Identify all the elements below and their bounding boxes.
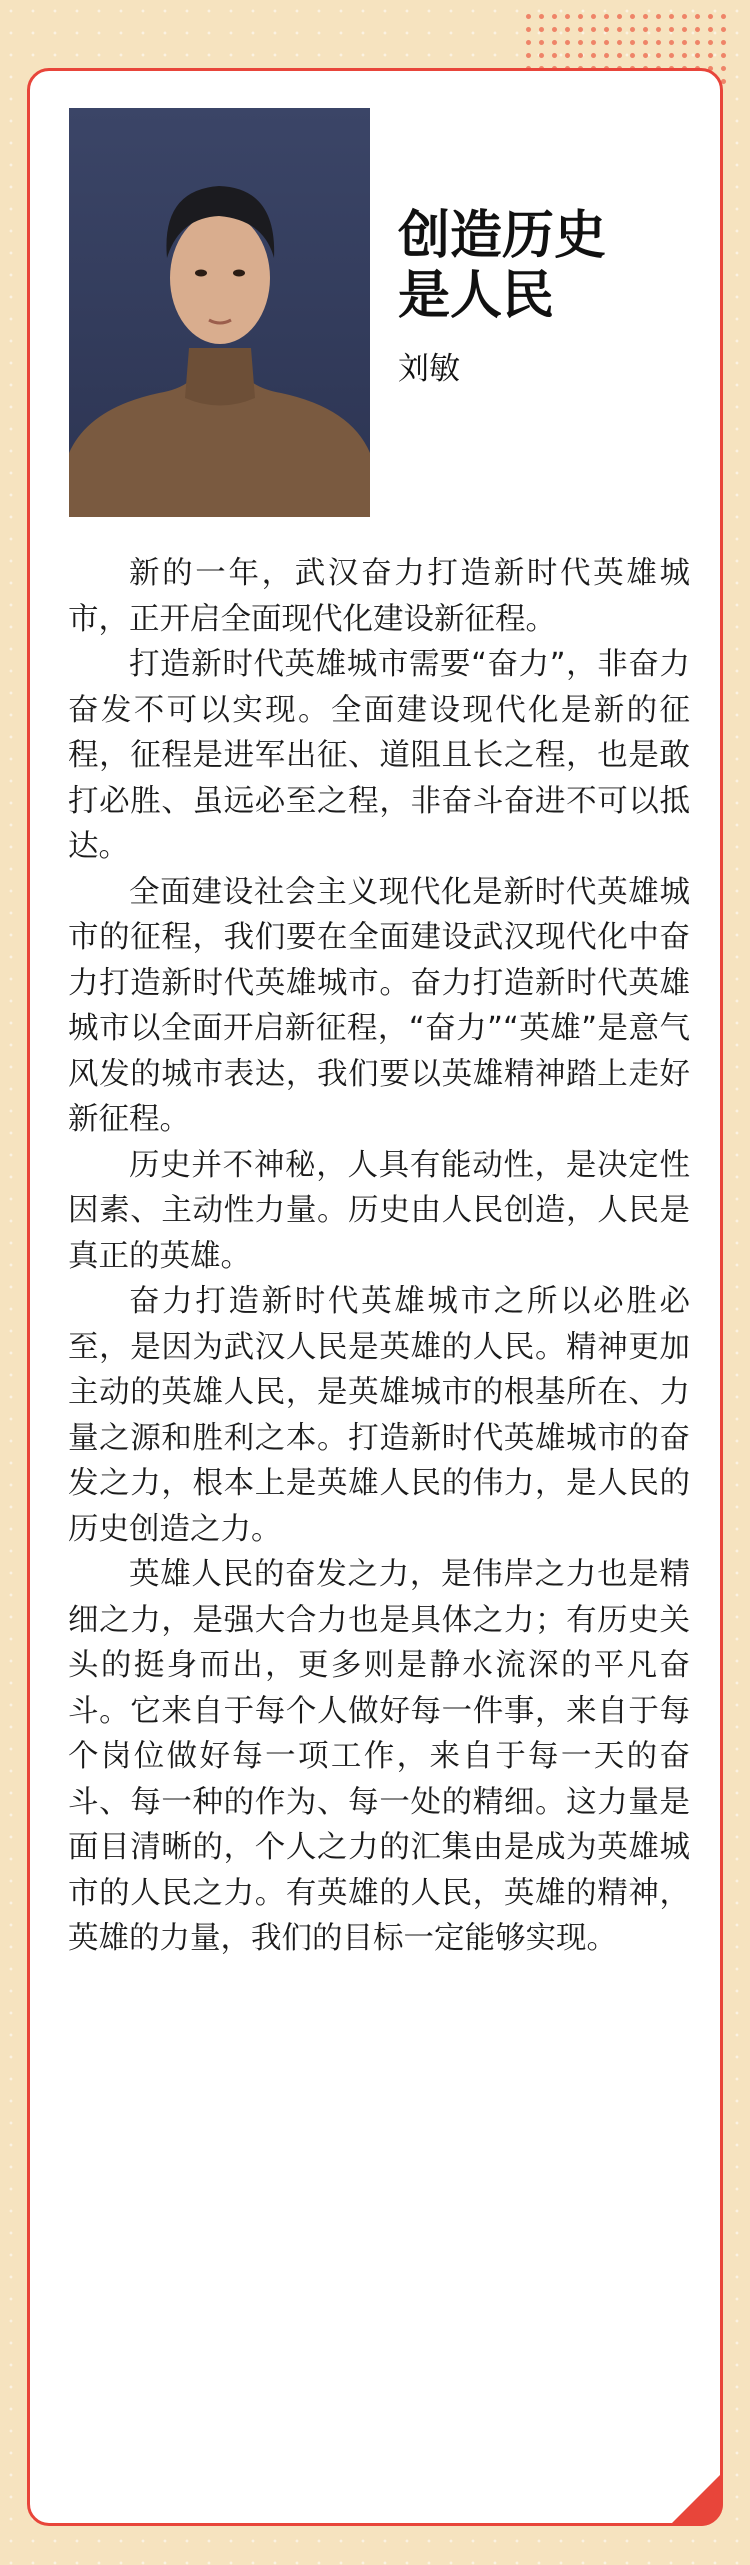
title-line-1: 创造历史: [398, 206, 607, 266]
article-title: [398, 206, 606, 326]
author-portrait-illustration: [69, 108, 370, 517]
paragraph: 全面建设社会主义现代化是新时代英雄城市的征程，我们要在全面建设武汉现代化中奋力打造新时代英雄城市。奋力打造新时代英雄城市以全面开启新征程，“奋力”“英雄”是意气风发的城市表达，我们要以英雄精神踏上走好新征程。: [68, 874, 690, 1137]
paragraph: 奋力打造新时代英雄城市之所以必胜必至，是因为武汉人民是英雄的人民。精神更加主动的英雄人民，是英雄城市的根基所在、力量之源和胜利之本。打造新时代英雄城市的奋发之力，根本上是英雄人民的伟力，是人民的历史创造之力。: [68, 1284, 690, 1547]
author-name: 刘敏: [398, 351, 460, 387]
title-line-2: 是人民: [398, 266, 555, 326]
paragraph: 打造新时代英雄城市需要“奋力”，非奋力奋发不可以实现。全面建设现代化是新的征程，征程是进军出征、道阻且长之程，也是敢打必胜、虽远必至之程，非奋斗奋进不可以抵达。: [68, 647, 690, 864]
corner-fold-decoration: [669, 2472, 723, 2526]
author-photo: [69, 108, 370, 517]
paragraph: 历史并不神秘，人具有能动性，是决定性因素、主动性力量。历史由人民创造，人民是真正的英雄。: [68, 1147, 690, 1274]
paragraph: 新的一年，武汉奋力打造新时代英雄城市，正开启全面现代化建设新征程。: [68, 556, 690, 637]
paragraph: 英雄人民的奋发之力，是伟岸之力也是精细之力，是强大合力也是具体之力；有历史关头的挺身而出，更多则是静水流深的平凡奋斗。它来自于每个人做好每一件事，来自于每个岗位做好每一项工作，来自于每一天的奋斗、每一种的作为、每一处的精细。这力量是面目清晰的，个人之力的汇集由是成为英雄城市的人民之力。有英雄的人民，英雄的精神，英雄的力量，我们的目标一定能够实现。: [68, 1557, 690, 1956]
article-body: [68, 551, 690, 1962]
article-card: [27, 68, 723, 2526]
